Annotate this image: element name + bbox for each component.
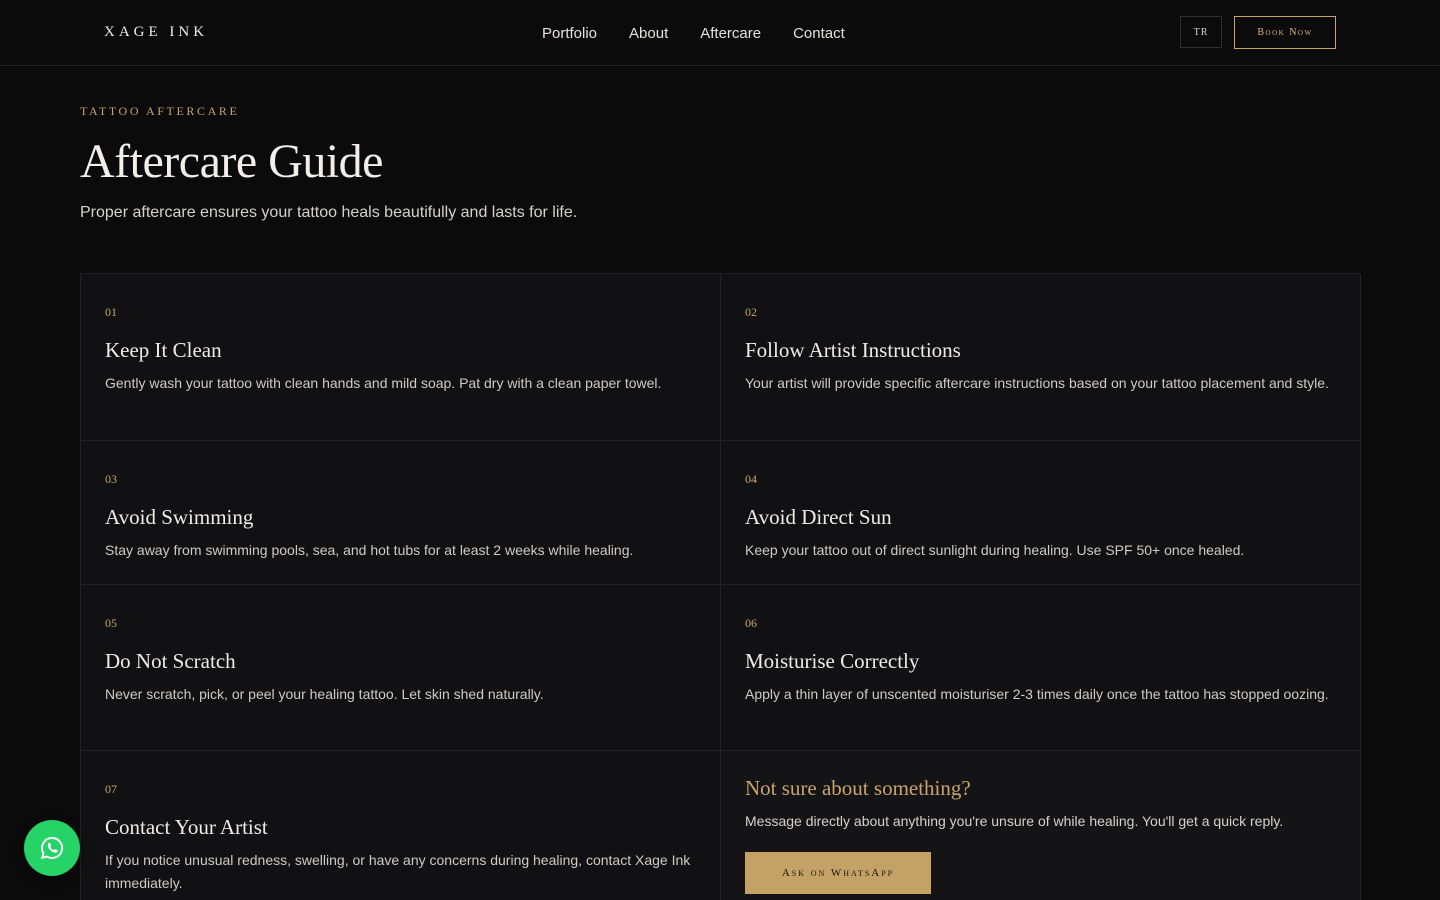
step-number: 03	[105, 472, 117, 486]
step-number: 07	[105, 782, 117, 796]
main-nav	[542, 25, 845, 42]
whatsapp-cta-card	[721, 751, 1361, 900]
ask-on-whatsapp-button[interactable]: Ask on WhatsApp	[745, 852, 931, 894]
step-card-do-not-scratch	[81, 585, 721, 751]
step-text: Never scratch, pick, or peel your healing tattoo. Let skin shed naturally.	[105, 686, 544, 702]
cta-title: Not sure about something?	[745, 776, 971, 800]
step-title: Do Not Scratch	[105, 649, 236, 673]
step-card-keep-clean	[81, 274, 721, 441]
step-text: Your artist will provide specific aftercare instructions based on your tattoo placement and style.	[745, 375, 1329, 391]
step-text: Keep your tattoo out of direct sunlight during healing. Use SPF 50+ once healed.	[745, 542, 1245, 558]
nav-aftercare[interactable]: Aftercare	[700, 25, 762, 42]
step-title: Contact Your Artist	[105, 815, 268, 839]
step-title: Keep It Clean	[105, 338, 222, 362]
step-card-avoid-sun	[721, 441, 1361, 585]
step-title: Avoid Direct Sun	[745, 505, 892, 529]
step-card-avoid-swimming	[81, 441, 721, 585]
step-text: Apply a thin layer of unscented moisturiser 2-3 times daily once the tattoo has stopped oozing.	[745, 686, 1329, 702]
step-card-moisturise	[721, 585, 1361, 751]
step-card-contact-artist	[81, 751, 721, 900]
step-text: If you notice unusual redness, swelling, or have any concerns during healing, contact Xage Ink immediately.	[105, 852, 691, 891]
step-text: Gently wash your tattoo with clean hands and mild soap. Pat dry with a clean paper towel.	[105, 375, 662, 391]
book-now-button[interactable]: Book Now	[1234, 16, 1336, 49]
page-subtitle: Proper aftercare ensures your tattoo heals beautifully and lasts for life.	[80, 204, 578, 221]
nav-about[interactable]: About	[629, 25, 669, 42]
step-title: Follow Artist Instructions	[745, 338, 961, 362]
whatsapp-icon	[39, 835, 65, 861]
step-number: 05	[105, 616, 117, 630]
cta-text: Message directly about anything you're unsure of while healing. You'll get a quick reply.	[745, 813, 1284, 829]
language-toggle-button[interactable]: TR	[1180, 16, 1222, 48]
step-text: Stay away from swimming pools, sea, and hot tubs for at least 2 weeks while healing.	[105, 542, 634, 558]
section-eyebrow: TATTOO AFTERCARE	[80, 104, 240, 118]
nav-portfolio[interactable]: Portfolio	[542, 25, 598, 42]
page-title: Aftercare Guide	[80, 135, 383, 188]
site-header	[0, 0, 1440, 66]
step-title: Avoid Swimming	[105, 505, 254, 529]
step-number: 06	[745, 616, 757, 630]
step-card-follow-instructions	[721, 274, 1361, 441]
nav-contact[interactable]: Contact	[793, 25, 845, 42]
step-number: 01	[105, 305, 117, 319]
step-number: 02	[745, 305, 757, 319]
step-number: 04	[745, 472, 757, 486]
step-title: Moisturise Correctly	[745, 649, 920, 673]
whatsapp-floating-button[interactable]	[24, 820, 80, 876]
logo[interactable]: XAGE INK	[104, 24, 209, 40]
aftercare-steps-grid	[80, 273, 1360, 900]
